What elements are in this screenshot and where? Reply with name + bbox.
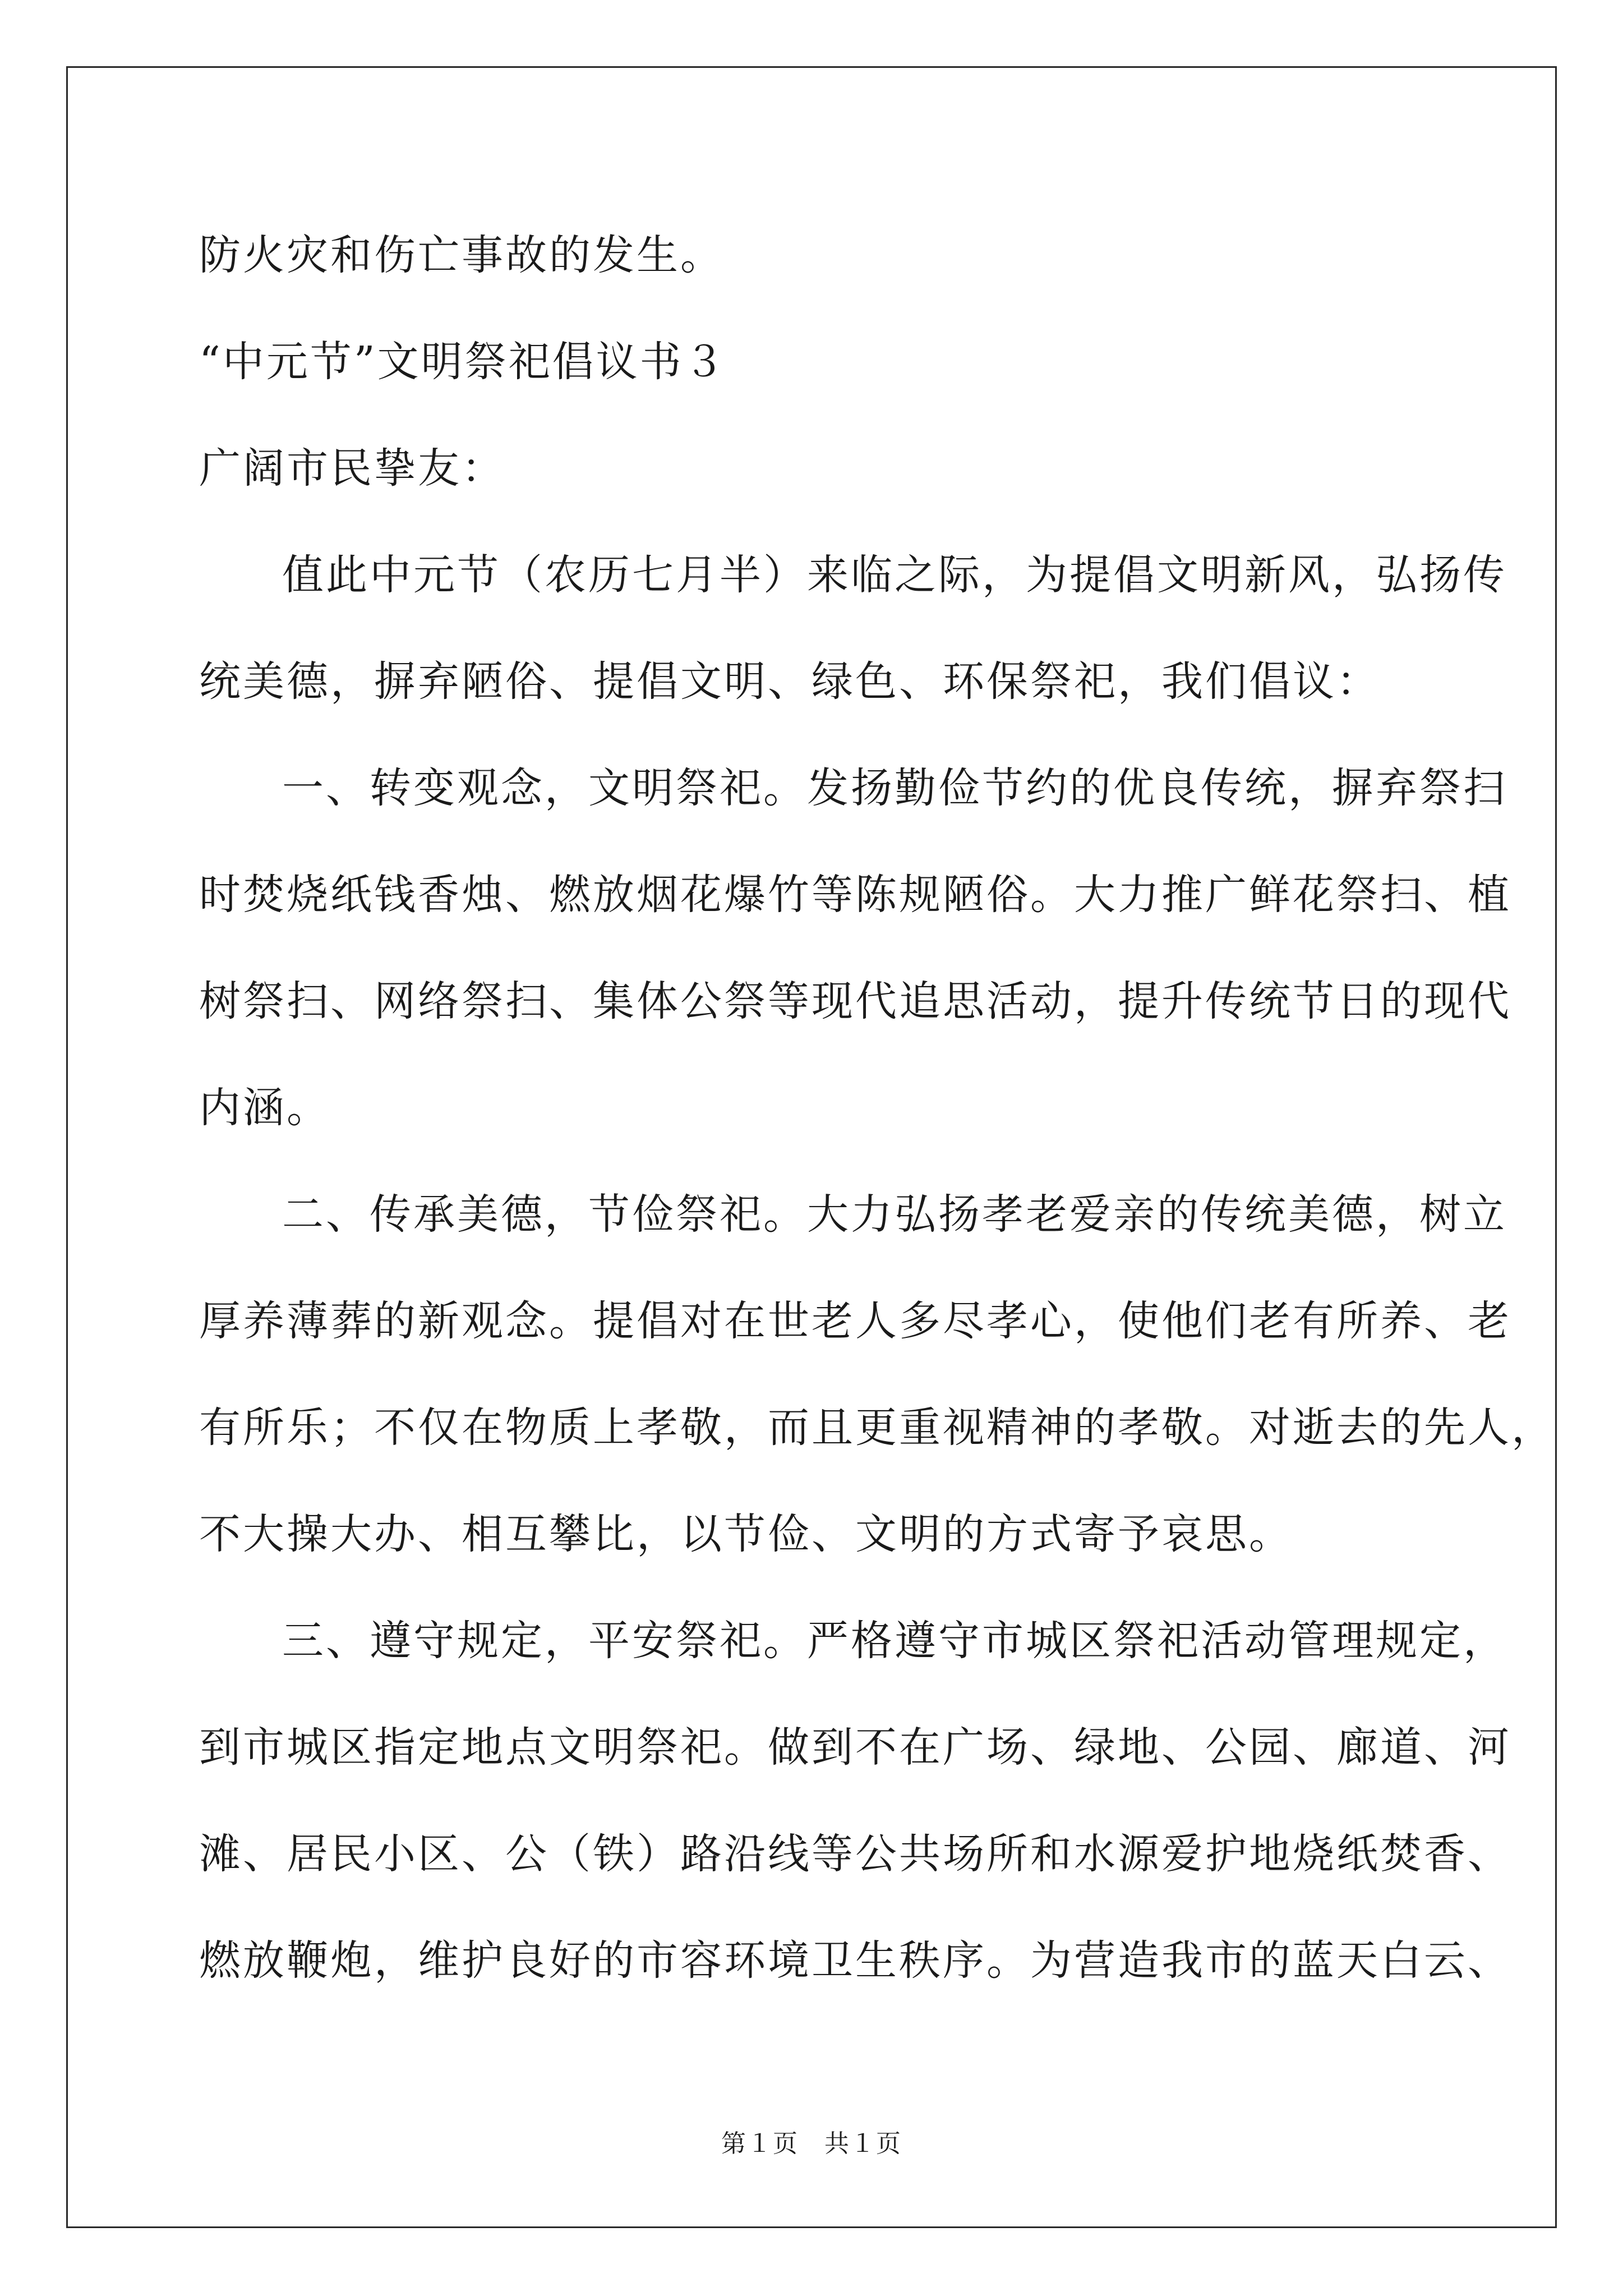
page-footer xyxy=(0,2123,1623,2159)
text-line: 二、传承美德，节俭祭祀。大力弘扬孝老爱亲的传统美德，树立 xyxy=(282,1190,1507,1239)
text-line: 三、遵守规定，平安祭祀。严格遵守市城区祭祀活动管理规定， xyxy=(282,1617,1507,1665)
document-body xyxy=(199,202,1555,2014)
page-number: 第１页 xyxy=(721,2129,799,2158)
text-line: 统美德，摒弃陋俗、提倡文明、绿色、环保祭祀，我们倡议： xyxy=(199,657,1380,706)
page-total: 共１页 xyxy=(824,2129,902,2158)
text-line: 树祭扫、网络祭扫、集体公祭等现代追思活动，提升传统节日的现代 xyxy=(199,977,1511,1025)
text-line: 燃放鞭炮，维护良好的市容环境卫生秩序。为营造我市的蓝天白云、 xyxy=(199,1936,1511,1985)
text-line: 时焚烧纸钱香烛、燃放烟花爆竹等陈规陋俗。大力推广鲜花祭扫、植 xyxy=(199,871,1511,919)
text-line: 防火灾和伤亡事故的发生。 xyxy=(199,231,724,279)
text-line: 值此中元节（农历七月半）来临之际，为提倡文明新风，弘扬传 xyxy=(282,551,1507,599)
text-line: 有所乐；不仅在物质上孝敬，而且更重视精神的孝敬。对逝去的先人， xyxy=(199,1404,1555,1452)
text-line: 一、转变观念，文明祭祀。发扬勤俭节约的优良传统，摒弃祭扫 xyxy=(282,764,1507,812)
text-line: 到市城区指定地点文明祭祀。做到不在广场、绿地、公园、廊道、河 xyxy=(199,1723,1511,1772)
text-line: “中元节”文明祭祀倡议书３ xyxy=(199,338,727,386)
text-line: 不大操大办、相互攀比，以节俭、文明的方式寄予哀思。 xyxy=(199,1510,1293,1558)
text-line: 厚养薄葬的新观念。提倡对在世老人多尽孝心，使他们老有所养、老 xyxy=(199,1297,1511,1345)
text-line: 滩、居民小区、公（铁）路沿线等公共场所和水源爱护地烧纸焚香、 xyxy=(199,1830,1511,1878)
text-line: 内涵。 xyxy=(199,1084,330,1132)
text-line: 广阔市民挚友： xyxy=(199,444,505,493)
